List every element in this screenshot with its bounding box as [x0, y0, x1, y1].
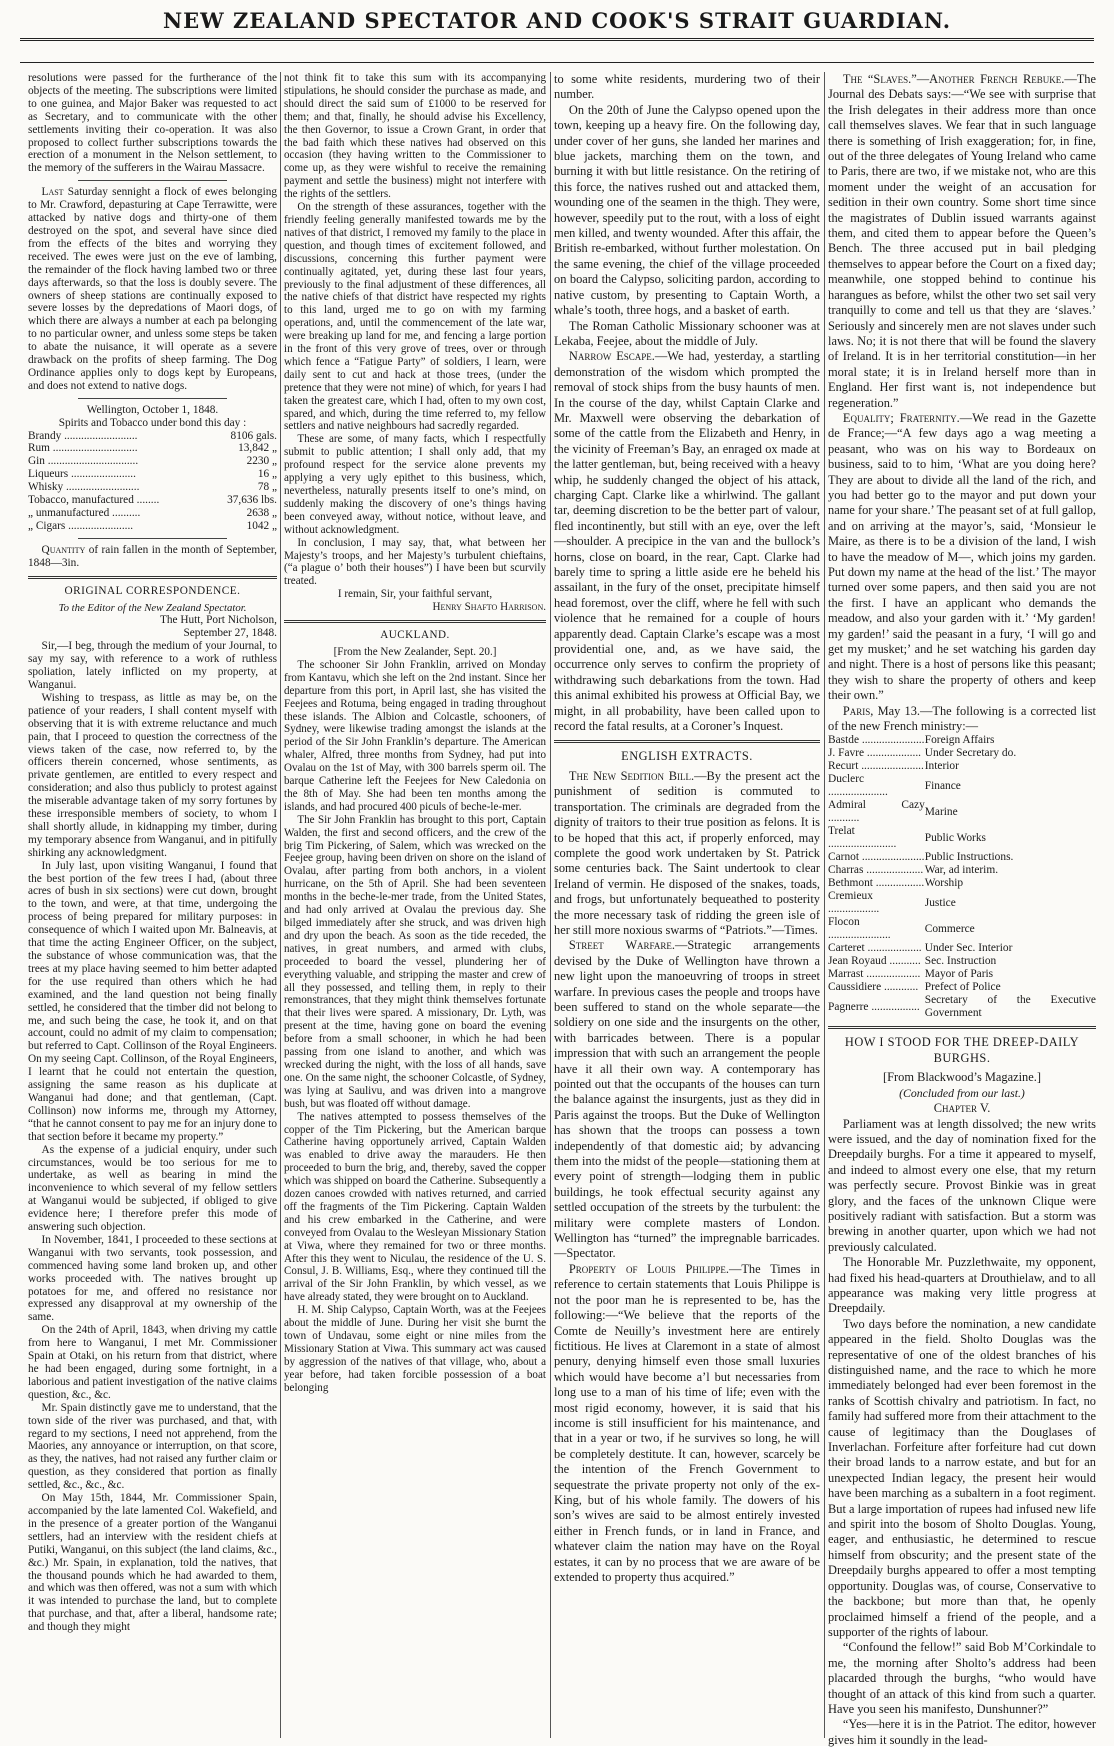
- minister-post: Mayor of Paris: [924, 968, 994, 981]
- letter-paragraph: Sir,—I beg, through the medium of your Journal, to say my say, with reference to a work of ruthless spoliation, lately inflicted on my property, at Wanganui.: [28, 640, 277, 691]
- column-4: [828, 72, 1096, 1747]
- letter-paragraph: On the 24th of April, 1843, when driving my cattle from here to Wanganui, I met Mr. Commissioner Spain at Otaki, on his return from that district, where he had been engaged, during some fortnight, in a laborious and patient investigation of the native claims question, &c., &c.: [28, 1324, 277, 1401]
- minister-post: Justice: [924, 896, 956, 909]
- property-text: —The Times in reference to certain statements that Louis Philippe is not the poor man he is represented to be, has the following:—“We believe that the reports of the Comte de Neuilly’s investment here are entirely fictitious. He lives at Claremont in a state of almost penury, denying himself even those small luxuries which would have become a’l but necessaries from long use to a man of his time of life; even with the most rigid economy, however, it is said that his income is still insufficient for his maintenance, and that in a year or two, if he survives so long, he will be completely destitute. It can, however, scarcely be the intention of the French Government to sequestrate the private property not only of the ex-King, but of his whole family. The dowers of his son’s wives are said to be almost entirely invested either in French funds, or in land in France, and whatever claim the nation may have on the Royal estates, it can by no process that we are aware of be extended to property thus acquired.”: [554, 1261, 820, 1584]
- masthead-rule-lower: [20, 62, 1094, 63]
- table-row: [828, 799, 1096, 825]
- ewes-text: Saturday sennight a flock of ewes belonging to Mr. Crawford, depasturing at Cape Terrawitte, were attacked by native dogs and thirty-one of them destroyed on the spot, and several have since died from the effects of the bites and worrying they received. The ewes were just on the eve of lambing, the remainder of the flock having lambed two or three days afterwards, so that the loss is doubly severe. The owners of sheep stations are continually exposed to severe losses by the depredations of Maori dogs, of which there are always a number at each pa belonging to no particular owner, and unless some steps be taken to abate the nuisance, it will operate as a severe drawback on the profits of sheep farming. The Dog Ordinance applies only to dogs kept by Europeans, and does not extend to native dogs.: [28, 186, 277, 392]
- slaves-paragraph: [828, 72, 1096, 411]
- separator: [78, 538, 227, 539]
- minister-post: Worship: [924, 877, 964, 890]
- equality-text: —We read in the Gazette de France;—“A few days ago a wag meeting a peasant, who was on his way to Bordeaux on business, said to to him, ‘What are you doing here? They are about to divide all the land of the rich, and you had better go to the mayor and put down your name for your share.’ The peasant set of at full gallop, and on arriving at the mayor’s, said, ‘Monsieur le Maire, as there is to be a division of the land, I wish to have the meadow of M—, which joins my garden. Put down my name at the head of the list.’ The mayor turned over some papers, and then said you are not the first. I have an applicant who demands the meadow, and also your garden with it.’ ‘My garden! my garden!’ said the peasant in a fury, ‘I will go and get my musket;’ and he set watching his garden day and night. There is a host of persons like this peasant; they wish to share the property of others and keep their own.”: [828, 410, 1096, 703]
- minister-name: J. Favre ...................: [828, 747, 922, 760]
- calypso-paragraph: to some white residents, murdering two of their number.: [554, 72, 820, 102]
- minister-name: Bastde ......................: [828, 734, 925, 747]
- letter-paragraph: Wishing to trespass, as little as may be, on the patience of your readers, I shall content myself with observing that it is with extreme reluctance and much pain, that I proceed to question the correctness of the views taken of the case, now referred to, by the officers therein concerned, whose sentiments, as private gentlemen, are entitled to every respect and consideration; and also thus publicly to protest against the miserable advantage taken of my sorry fortunes by these irresponsible members of society, to whom I shall shortly allude, in kidnapping my timber, during my temporary absence from Wanganui, and in pitifully shirking any acknowledgment.: [28, 691, 277, 859]
- property-paragraph: [554, 1262, 820, 1586]
- bond-item: „ Cigars .......................: [28, 519, 134, 532]
- nelson-paragraph: resolutions were passed for the furtherance of the objects of the meeting. The subscriptions were limited to one guinea, and Major Baker was requested to act as Secretary, and to communicate with the other settlements inviting their co-operation. It was also proposed to collect further subscriptions towards the erection of a monument in the Nelson settlement, to the memory of the sufferers in the Wairau Massacre.: [28, 72, 277, 175]
- bond-item: Whisky ..........................: [28, 481, 140, 494]
- table-row: [28, 430, 277, 443]
- auckland-paragraph: The schooner Sir John Franklin, arrived on Monday from Kantavu, which she left on the 2nd instant. Since her departure from this port, in April last, she has visited the Feejees and Rotuma, being engaged in trading throughout these islands. The Albion and Colcastle, schooners, of Sydney, were likewise trading amongst the islands at the period of the Sir John Franklin’s departure. The American whaler, Alfred, three months from Sydney, had put into Ovalau on the 1st of May, with 300 barrels sperm oil. The barque Catherine left the Feejees for New Caledonia on the 8th of May. She had been ten months among the islands, and had procured 400 piculs of beche-le-mer.: [284, 658, 546, 813]
- bond-item: „ unmanufactured ..........: [28, 507, 141, 519]
- letter-date: September 27, 1848.: [183, 627, 277, 640]
- table-row: [828, 942, 1096, 955]
- minister-name: Cremieux ..................: [828, 890, 880, 916]
- table-row: [28, 494, 277, 507]
- ewes-lead: Last: [41, 186, 64, 199]
- ministry-table: [828, 734, 1096, 1020]
- table-row: [828, 890, 1096, 916]
- section-rule: [828, 1026, 1096, 1029]
- letter-paragraph: In conclusion, I may say, that, what between her Majesty’s troops, and her Majesty’s turbulent chieftains, (“a plague o’ both their houses”) I have been but scurvily treated.: [284, 536, 546, 588]
- equality-lead: Equality; Fraternity.: [842, 410, 960, 425]
- english-extracts-heading: ENGLISH EXTRACTS.: [621, 749, 753, 764]
- slaves-text: —The Journal des Debats says:—“We see with surprise that the Irish delegates in their address more than once call themselves slaves. We fear that in such language there is something of Irish exaggeration; for, in fine, out of the three delegates of Young Ireland who came to Paris, there are two, if we mistake not, who are this moment under the weight of an accusation for sedition in their own country. Some short time since the magistrates of Dublin issued warrants against them, and cited them to appear before the Queen’s Bench. The three accused put in bail pledging themselves to appear before the Court on a fixed day; meanwhile, one stopped behind to continue his harangues as before, whilst the other two set sail very tranquilly to come and tell us that they are ‘slaves.’ Seriously and sincerely men are not slaves under such laws. No; it is not there that will be found the slavery of Ireland. It is in her territorial constitution—in her moral state; it is in Ireland herself more than in England. Her first want is, not independence but regeneration.”: [828, 72, 1096, 410]
- table-row: [828, 994, 1096, 1020]
- minister-name: Trelat ........................: [828, 825, 897, 851]
- minister-name: Bethmont .................: [828, 877, 925, 890]
- minister-post: Marine: [924, 805, 958, 818]
- warfare-paragraph: [554, 938, 820, 1262]
- calypso-paragraph: The Roman Catholic Missionary schooner was at Lekaba, Feejee, about the middle of July.: [554, 318, 820, 348]
- bond-qty: 2230 „: [246, 455, 277, 468]
- auckland-paragraph: H. M. Ship Calypso, Captain Worth, was at the Feejees about the middle of June. During her visit she burnt the town of Undavau, some eight or nine miles from the Missionary Station at Viwa. This summary act was caused by aggression of the natives of that village, who, about a year before, had taken forcible possession of a boat belonging: [284, 1304, 546, 1394]
- minister-post: Commerce: [924, 922, 975, 935]
- narrow-escape-text: —We had, yesterday, a startling demonstration of the wisdom which prompted the removal of stock ships from the busy haunts of men. In the course of the day, whilst Captain Clarke and Mr. Maxwell were observing the debarkation of some of the cattle from the Elizabeth and Henry, in the vicinity of Freeman’s Bay, an enraged ox made at the latter gentleman, but, being received with a heavy whip, he suddenly changed the object of his attack, charging Capt. Clarke like a whirlwind. The gallant tar, deeming discretion to be the better part of valour, fled incontinently, but still with an eye, over the left—shoulder. A precipice in the van and the bullock’s horns, close on board, in the rear, Capt. Clarke had barely time to spring a little aside ere he beheld his assailant, in the fury of the onset, precipitate himself head foremost, over the cliff, where he fell with such violence that he remained for a couple of hours apparently dead. Captain Clarke’s escape was a most providential one, and, as we have said, the occurrence only serves to confirm the propriety of withdrawing such debarkations from the town. Had this animal exhibited his prowess at Official Bay, we might, in all probability, have been called upon to record the fatal results, at a Coroner’s Inquest.: [554, 349, 820, 734]
- table-row: [828, 773, 1096, 799]
- dreepdaily-source: [From Blackwood’s Magazine.]: [883, 1070, 1041, 1085]
- table-row: [828, 760, 1096, 773]
- table-row: [828, 981, 1096, 994]
- minister-name: Flocon ......................: [828, 916, 891, 942]
- sedition-lead: The New Sedition Bill.: [568, 768, 695, 783]
- sedition-paragraph: [554, 769, 820, 938]
- table-row: [828, 864, 1096, 877]
- minister-post: Secretary of the Executive Government: [924, 994, 1096, 1020]
- dreepdaily-paragraph: “Yes—here it is in the Patriot. The editor, however gives him it soundly in the lead-: [828, 1717, 1096, 1747]
- letter-closing: I remain, Sir, your faithful servant,: [337, 588, 493, 601]
- letter-address: The Hutt, Port Nicholson,: [159, 614, 277, 627]
- minister-name: Carnot ......................: [828, 851, 925, 864]
- minister-post: Under Sec. Interior: [924, 942, 1013, 955]
- letter-paragraph: These are some, of many facts, which I respectfully submit to public attention; I shall only add, that my profound respect for the service alone prevents my applying a very ugly epithet to this business, which, nevertheless, naturally presents itself to one’s mind, on suddenly making the discovery of one’s things having been conveyed away, without notice, without leave, and without acknowledgment.: [284, 433, 546, 536]
- table-row: [28, 520, 277, 533]
- letter-paragraph: not think fit to take this sum with its accompanying stipulations, he should consider the purchase as made, and should direct the said sum of £1000 to be reserved for them; and that, finally, he should advise his Excellency, the then Governor, to issue a Crown Grant, in order that the bad faith which these natives had observed on this occasion (they having written to the Commissioner to come up, as they were wishful to receive the remaining payment and settle the business) might not interfere with the rights of the settlers.: [284, 72, 546, 201]
- table-row: [828, 916, 1096, 942]
- table-row: [828, 955, 1096, 968]
- section-rule: [28, 576, 277, 579]
- table-row: [828, 747, 1096, 760]
- column-divider: [824, 72, 825, 1738]
- table-row: [828, 825, 1096, 851]
- bond-qty: 2638 „: [246, 507, 277, 519]
- minister-name: Admiral Cazy ...........: [828, 799, 925, 825]
- paris-text: May 13.—The following is a corrected list of the new French ministry:—: [828, 703, 1096, 734]
- section-rule: [554, 740, 820, 743]
- property-lead: Property of Louis Philippe.: [568, 1261, 729, 1276]
- minister-post: War, ad interim.: [924, 864, 999, 877]
- separator: [78, 398, 227, 399]
- bond-date: Wellington, October 1, 1848.: [86, 403, 219, 416]
- minister-name: Marrast ...................: [828, 968, 921, 981]
- column-2: [284, 72, 546, 1736]
- paris-paragraph: [828, 704, 1096, 735]
- auckland-source: [From the New Zealander, Sept. 20.]: [333, 645, 497, 658]
- masthead-rule: [20, 38, 1094, 41]
- separator: [78, 180, 227, 181]
- bond-qty: 16 „: [257, 468, 277, 481]
- bond-item: Gin ................................: [28, 455, 139, 468]
- masthead: NEW ZEALAND SPECTATOR AND COOK'S STRAIT GUARDIAN.: [162, 8, 952, 33]
- bond-item: Brandy ..........................: [28, 429, 138, 442]
- slaves-lead: The “Slaves.”—Another French Rebuke.: [842, 72, 1065, 86]
- letter-paragraph: On May 15th, 1844, Mr. Commissioner Spain, accompanied by the late lamented Col. Wakefield, and in the presence of a greater portion of the Wanganui settlers, had an interview with the resident chiefs at Putiki, Wanganui, on this subject (the land claims, &c., &c.) Mr. Spain, in explanation, told the natives, that the thousand pounds which he had awarded to them, and which was then offered, was not a sum with which it was intended to purchase the land, but to complete that purchase, and that, after a liberal, handsome rate; and though they might: [28, 1492, 277, 1634]
- table-row: [28, 442, 277, 455]
- bond-qty: 8106 gals.: [230, 429, 277, 442]
- narrow-escape-lead: Narrow Escape.: [568, 349, 655, 364]
- dreepdaily-paragraph: Two days before the nomination, a new candidate appeared in the field. Sholto Douglas was the representative of one of the oldest branches of his distinguished name, and the race to which he more immediately belonged had ever been foremost in the ranks of Scottish chivalry and patriotism. In fact, no family had suffered more from their attachment to the cause of legitimacy than the Douglases of Inverlachan. Forfeiture after forfeiture had cut down their broad lands to a narrow estate, and but for an unexpected Indian legacy, the present heir would have been marching as a subaltern in a foot regiment. But a large importation of rupees had infused new life and spirit into the bosom of Sholto Douglas. Young, eager, and enthusiastic, he determined to rescue himself from obscurity; and the present state of the Dreepdaily burghs appeared to offer a most tempting opportunity. Douglas was, of course, Conservative to the backbone; but more than that, he openly proclaimed himself a friend of the people, and a supporter of the rights of labour.: [828, 1316, 1096, 1639]
- correspondence-heading: ORIGINAL CORRESPONDENCE.: [64, 584, 241, 597]
- minister-name: Charras ....................: [828, 864, 924, 877]
- narrow-escape-paragraph: [554, 349, 820, 734]
- column-1: [28, 72, 277, 1736]
- letter-paragraph: Mr. Spain distinctly gave me to understand, that the town side of the river was purchased, and that, with regard to my sections, I need not apprehend, from the Maories, any annoyance or interruption, on that score, as they, the natives, had not raised any further claim or question, as they considered that portion as finally settled, &c., &c., &c.: [28, 1401, 277, 1492]
- bond-title: Spirits and Tobacco under bond this day :: [58, 416, 247, 429]
- correspondence-addressee: To the Editor of the New Zealand Spectator.: [58, 601, 247, 614]
- letter-paragraph: On the strength of these assurances, together with the friendly feeling generally manifested towards me by the natives of that district, I removed my family to the place in question, and though times of excitement followed, and discussions, concerning this further payment were continually agitated, yet, during these last four years, previously to the final adjustment of these differences, all the native chiefs of that district have respected my rights to this land, urged me to go on with my farming operations, and, until the commencement of the late war, were breaking up land for me, and fencing a large portion in the front of this very grove of trees, over or through which fence a “Fatigue Party” of soldiers, I learn, were daily sent to cut and hack at those trees, (under the pretence that they were not mine) of which, for years I had taken the greatest care, which I had, often to my own cost, spared, and which, during the time referred to, my fellow settlers and native neighbours had sacredly regarded.: [284, 201, 546, 433]
- bond-item: Rum ..............................: [28, 442, 138, 455]
- minister-name: Recurt ......................: [828, 760, 924, 773]
- bond-qty: 37,636 lbs.: [227, 494, 277, 507]
- minister-post: Public Works: [924, 831, 986, 844]
- section-rule: [284, 620, 546, 623]
- letter-signature: Henry Shafto Harrison.: [432, 601, 546, 614]
- minister-post: Public Instructions.: [924, 851, 1014, 864]
- auckland-paragraph: The natives attempted to possess themselves of the copper of the Tim Pickering, but the American barque Catherine having opportunely arrived, Captain Walden was enabled to drive away the marauders. He then proceeded to burn the brig, and, thereby, saved the copper which was shipped on board the Catherine. Subsequently a dozen canoes crowded with natives returned, and carried off the fragments of the Tim Pickering. Captain Walden and his crew embarked in the Catherine, and were conveyed from Ovalau to the Wesleyan Missionary Station at Viwa, where they remained for two or three months. After this they went to Niculau, the residence of the U. S. Consul, J. B. Williams, Esq., where they continued till the arrival of the Sir John Franklin, by which vessel, as we have already stated, they were brought on to Auckland.: [284, 1110, 546, 1304]
- table-row: [28, 468, 277, 481]
- table-row: [828, 851, 1096, 864]
- dreepdaily-continued: (Concluded from our last.): [899, 1086, 1025, 1100]
- bond-table: [28, 430, 277, 533]
- minister-name: Duclerc .....................: [828, 773, 888, 799]
- column-divider: [280, 72, 281, 1738]
- minister-post: Prefect of Police: [924, 981, 1001, 994]
- rain-text: of rain fallen in the month of September, 1848—3in.: [28, 543, 277, 569]
- table-row: [28, 507, 277, 520]
- paris-lead: Paris,: [842, 703, 874, 718]
- rain-lead: Quantity: [41, 543, 86, 556]
- minister-post: Foreign Affairs: [924, 734, 995, 747]
- minister-name: Caussidiere ............: [828, 981, 919, 994]
- table-row: [828, 877, 1096, 890]
- letter-paragraph: In November, 1841, I proceeded to these sections at Wanganui with two servants, took possession, and commenced having some land broken up, and other works proceeded with. The natives brought up potatoes for me, and offered no resistance nor expressed any disapproval at my ownership of the same.: [28, 1233, 277, 1324]
- bond-qty: 1042 „: [246, 519, 277, 532]
- dreepdaily-paragraph: The Honorable Mr. Puzzlethwaite, my opponent, had fixed his head-quarters at Drouthielaw, and to all appearance was making very little progress at Dreepdaily.: [828, 1255, 1096, 1316]
- minister-post: Under Secretary do.: [924, 747, 1017, 760]
- minister-name: Jean Royaud ...........: [828, 955, 921, 968]
- table-row: [828, 968, 1096, 981]
- dreepdaily-paragraph: “Confound the fellow!” said Bob M’Corkindale to me, the morning after Sholto’s address had been placarded through the burghs, “who would have thought of an attack of this kind from such a quarter. Have you seen his manifesto, Dunshunner?”: [828, 1640, 1096, 1716]
- equality-paragraph: [828, 411, 1096, 704]
- minister-name: Pagnerre .................: [828, 1000, 920, 1013]
- bond-qty: 13,842 „: [238, 442, 277, 455]
- warfare-lead: Street Warfare.: [568, 938, 675, 953]
- chapter-heading: Chapter V.: [933, 1101, 991, 1116]
- auckland-paragraph: The Sir John Franklin has brought to this port, Captain Walden, the first and second officers, and the crew of the brig Tim Pickering, of Salem, which was wrecked on the Feejee group, having been driven on shore on the island of Ovalau, after parting from both anchors, in a violent hurricane, on the 5th of April. She had been seventeen months in the beche-le-mer trade, from the United States, and had only arrived at Ovalau the previous day. She bilged immediately after she struck, and was driven high and dry upon the beach. As soon as the tide receded, the natives, in great numbers, and armed with clubs, proceeded to board the vessel, plundering her of everything valuable, and stripping the master and crew of all they possessed, and telling them, in reply to their remonstrances, that they might think themselves fortunate that their lives were spared. A missionary, Dr. Lyth, was present at the time, having gone on board the evening before from a small schooner, in which he had been passing from one island to another, and which was wrecked during the night, with the loss of all hands, save one. On the same night, the schooner Colcastle, of Sydney, was lying at Saulivu, and was driven into a mangrove bush, but was floated off without damage.: [284, 813, 546, 1110]
- dreepdaily-heading: HOW I STOOD FOR THE DREEP-DAILY BURGHS.: [844, 1035, 1080, 1065]
- calypso-paragraph: On the 20th of June the Calypso opened upon the town, keeping up a heavy fire. On the following day, under cover of her guns, she landed her marines and blue jackets, marching them on the town, and burning it with but little resistance. On the retiring of this force, the natives rushed out and attacked them, wounding one of the seamen in the thigh. They were, however, speedily put to the rout, with a loss of eight men killed, and twenty wounded. After this affair, the British re-embarked, without further molestation. On the same evening, the chief of the village proceeded on board the Calypso, soliciting pardon, according to native custom, by presenting to Captain Worth, a whale’s tooth, three hogs, and a basket of earth.: [554, 102, 820, 318]
- minister-post: Finance: [924, 779, 961, 792]
- auckland-heading: AUCKLAND.: [380, 629, 450, 642]
- minister-name: Carteret ...................: [828, 942, 922, 955]
- bond-item: Tobacco, manufactured ........: [28, 494, 160, 507]
- sedition-text: —By the present act the punishment of sedition is commuted to transportation. The criminals are degraded from the dignity of traitors to their true position as felons. It is to be hoped that this act, if properly enforced, may complete the good work undertaken by St. Patrick some centuries back. The Saint undertook to clear Ireland of vermin. He disposed of the snakes, toads, and frogs, but unfortunately bequeathed to posterity the more necessary task of ridding the green isle of her still more noxious swarms of “Patriots.”—Times.: [554, 768, 820, 937]
- dreepdaily-paragraph: Parliament was at length dissolved; the new writs were issued, and the day of nomination fixed for the Dreepdaily burghs. For a time it appeared to myself, and indeed to almost every one else, that my return was perfectly secure. Provost Binkie was in great glory, and the faces of the unknown Clique were positively radiant with satisfaction. But a storm was brewing in another quarter, upon which we had not previously calculated.: [828, 1116, 1096, 1254]
- ewes-paragraph: [28, 186, 277, 393]
- letter-paragraph: As the expense of a judicial enquiry, under such circumstances, would be too serious for me to undertake, as well as bearing in mind the inconvenience to which several of my fellow settlers at Wanganui would be subjected, if obliged to give evidence here; I therefore prefer this mode of answering such objection.: [28, 1143, 277, 1234]
- bond-qty: 78 „: [257, 481, 277, 494]
- table-row: [28, 455, 277, 468]
- rain-paragraph: [28, 544, 277, 570]
- table-row: [28, 481, 277, 494]
- table-row: [828, 734, 1096, 747]
- letter-paragraph: In July last, upon visiting Wanganui, I found that the best portion of the few trees I had, (about three acres of bush in six sections) were cut down, brought to the town, and were, at that time, undergoing the process of being prepared for military purposes: in consequence of which I waited upon Mr. Balneavis, at that time the acting Engineer Officer, on the subject, the substance of whose communication was, that the trees at my place having seemed to him better adapted for the use required than others which he had examined, and the land question not being finally settled, he considered that the timber did not belong to me, and such being the case, he took it, and on that account, could no admit of my claim to compensation; but referred to Capt. Collinson of the Royal Engineers. On my seeing Capt. Collinson, of the Royal Engineers, I learnt that he could not entertain the question, assigning the same reason as his duplicate at Wanganui had done; and that gentleman, (Capt. Collinson) now informs me, through my Attorney, “that he cannot consent to pay me for an injury done to that section before it became my property.”: [28, 859, 277, 1143]
- minister-post: Interior: [924, 760, 959, 773]
- column-divider: [550, 72, 551, 1738]
- bond-item: Liqueurs .......................: [28, 468, 136, 481]
- warfare-text: —Strategic arrangements devised by the Duke of Wellington have thrown a new light upon the manoeuvring of troops in street warfare. In previous cases the people and troops have been suffered to stand on the whole separate—the soldiery on one side and the insurgents on the other, with barricades between. There is a popular impression that with such an arrangement the people have it all their own way. A contemporary has pointed out that the occupants of the houses can turn the balance against the insurgents, just as they did in Paris against the troops. But the Duke of Wellington has shown that the troops can possess a town independently of that domestic aid; by advancing them into the midst of the people—stationing them at every point of strength—lodging them in public buildings, he took effectual security against any settled occupation of the streets by the turbulent: the military were complete masters of London. Wellington has “turned” the impregnable barricades.—Spectator.: [554, 938, 820, 1261]
- minister-post: Sec. Instruction: [924, 955, 997, 968]
- column-3: [554, 72, 820, 1736]
